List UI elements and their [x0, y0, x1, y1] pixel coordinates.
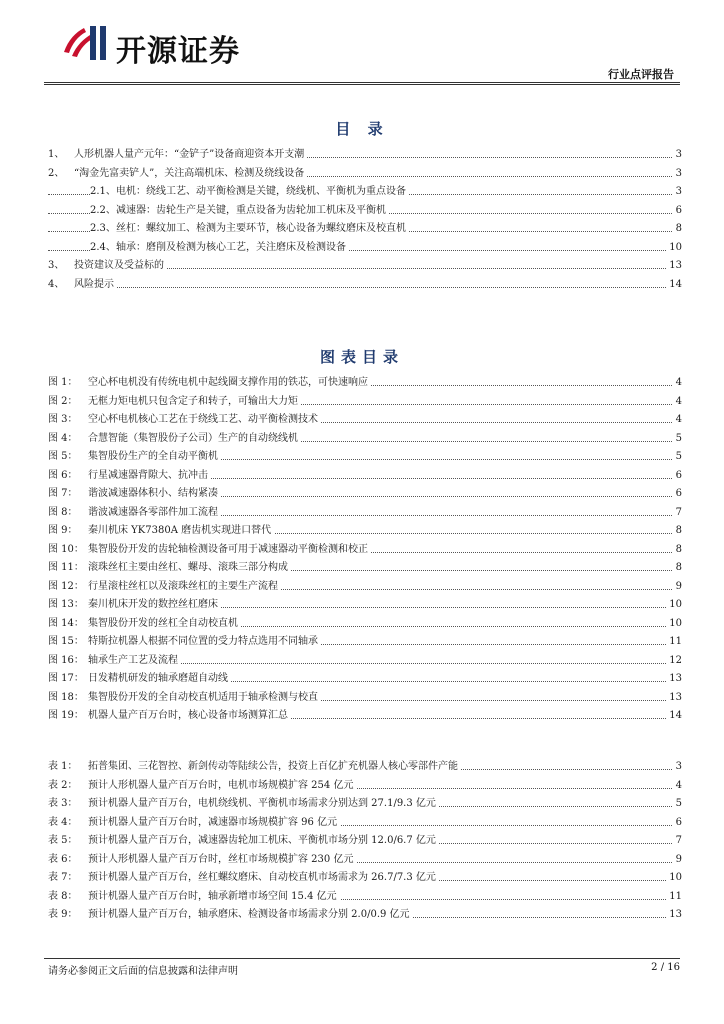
figure-entry[interactable] [48, 559, 682, 578]
entry-number: 表 5： [48, 835, 78, 846]
entry-label [48, 888, 340, 907]
entry-page: 14 [667, 276, 682, 295]
toc-list [48, 146, 682, 294]
entry-title: 预计机器人量产百万台，减速器齿轮加工机床、平衡机市场分别 12.0/6.7 亿元 [88, 835, 436, 846]
entry-number: 图 19： [48, 710, 84, 721]
entry-title: 行星减速器背隙大、抗冲击 [88, 469, 208, 481]
entry-page: 9 [674, 578, 682, 597]
entry-title: 投资建议及受益标的 [74, 260, 164, 271]
figure-entry[interactable] [48, 504, 682, 523]
figure-entry[interactable] [48, 448, 682, 467]
table-entry[interactable] [48, 758, 682, 777]
entry-page: 11 [667, 633, 682, 652]
entry-label [48, 430, 301, 449]
entry-title: 行星滚柱丝杠以及滚珠丝杠的主要生产流程 [88, 580, 278, 592]
entry-label [90, 183, 409, 202]
entry-number: 图 12： [48, 580, 84, 592]
entry-number: 表 9： [48, 909, 78, 920]
entry-title: 空心杯电机没有传统电机中起线圈支撑作用的铁芯，可快速响应 [88, 377, 368, 388]
entry-number: 图 2： [48, 395, 78, 407]
entry-page: 5 [674, 795, 682, 814]
toc-title: 目 录 [335, 120, 389, 138]
entry-label [90, 202, 389, 221]
entry-label [48, 559, 291, 578]
entry-label [48, 795, 439, 814]
entry-number: 表 1： [48, 761, 78, 772]
entry-label [90, 239, 349, 258]
entry-title: 丝杠：螺纹加工、检测为主要环节，核心设备为螺纹磨床及校直机 [116, 223, 406, 234]
figure-entry[interactable] [48, 633, 682, 652]
entry-title: 电机：绕线工艺、动平衡检测是关键，绕线机、平衡机为重点设备 [116, 186, 406, 197]
entry-title: 风险提示 [74, 278, 114, 290]
entry-label [48, 689, 321, 708]
entry-label [48, 165, 307, 184]
entry-page: 5 [674, 430, 682, 449]
entry-page: 8 [674, 541, 682, 560]
entry-number: 图 14： [48, 617, 84, 629]
figure-entry[interactable] [48, 652, 682, 671]
toc-entry[interactable] [48, 165, 682, 184]
entry-title: 预计机器人量产百万台，电机绕线机、平衡机市场需求分别达到 27.1/9.3 亿元 [88, 798, 436, 809]
entry-number: 图 11： [48, 562, 84, 573]
entry-label [48, 869, 439, 888]
entry-page: 6 [674, 485, 682, 504]
entry-title: 预计机器人量产百万台，轴承磨床、检测设备市场需求分别 2.0/0.9 亿元 [88, 909, 410, 920]
header-divider-secondary [44, 84, 680, 85]
entry-label [48, 448, 221, 467]
table-entry[interactable] [48, 888, 682, 907]
entry-label [48, 485, 221, 504]
entry-page: 12 [667, 652, 682, 671]
entry-label [48, 374, 371, 393]
entry-label [48, 832, 439, 851]
figures-list [48, 374, 682, 726]
entry-number: 图 6： [48, 469, 78, 481]
figure-entry[interactable] [48, 707, 682, 726]
entry-label [48, 633, 321, 652]
entry-title: 谐波减速器体积小、结构紧凑 [88, 488, 218, 499]
entry-label [90, 220, 409, 239]
entry-number: 表 6： [48, 853, 78, 865]
entry-page: 13 [667, 257, 682, 276]
entry-page: 6 [674, 202, 682, 221]
entry-label [48, 851, 356, 870]
entry-number: 图 9： [48, 525, 78, 536]
entry-label [48, 578, 281, 597]
figures-title: 图表目录 [319, 348, 404, 366]
entry-page: 3 [674, 183, 682, 202]
entry-number: 图 15： [48, 636, 84, 647]
figure-entry[interactable] [48, 393, 682, 412]
entry-title: 预计人形机器人量产百万台时，丝杠市场规模扩容 230 亿元 [88, 853, 354, 865]
entry-number: 图 18： [48, 691, 84, 703]
table-entry[interactable] [48, 851, 682, 870]
entry-page: 6 [674, 814, 682, 833]
entry-label [48, 146, 307, 165]
entry-number: 2、 [48, 167, 65, 179]
entry-page: 14 [667, 707, 682, 726]
entry-number: 图 16： [48, 654, 84, 666]
figure-entry[interactable] [48, 578, 682, 597]
entry-page: 7 [674, 832, 682, 851]
figure-entry[interactable] [48, 541, 682, 560]
entry-page: 4 [674, 411, 682, 430]
entry-title: 预计机器人量产百万台，丝杠螺纹磨床、自动校直机市场需求为 26.7/7.3 亿元 [88, 872, 436, 883]
entry-page: 8 [674, 220, 682, 239]
entry-page: 3 [674, 758, 682, 777]
entry-number: 图 4： [48, 432, 78, 444]
entry-number: 图 8： [48, 506, 78, 518]
entry-number: 2.3、 [90, 223, 116, 234]
entry-number: 图 3： [48, 414, 78, 425]
entry-number: 表 7： [48, 872, 78, 883]
entry-number: 2.1、 [90, 186, 116, 197]
entry-label [48, 393, 301, 412]
entry-title: 人形机器人量产元年：“金铲子”设备商迎资本开支潮 [74, 149, 305, 160]
entry-page: 9 [674, 851, 682, 870]
entry-title: 轴承：磨削及检测为核心工艺，关注磨床及检测设备 [116, 241, 346, 253]
entry-title: 预计人形机器人量产百万台时，电机市场规模扩容 254 亿元 [88, 779, 354, 791]
entry-title: 集智股份开发的丝杠全自动校直机 [88, 617, 238, 629]
figure-entry[interactable] [48, 522, 682, 541]
entry-page: 10 [667, 869, 682, 888]
entry-title: 滚珠丝杠主要由丝杠、螺母、滚珠三部分构成 [88, 562, 288, 573]
entry-title: 集智股份开发的全自动校直机适用于轴承检测与校直 [88, 691, 318, 703]
report-type-label: 行业点评报告 [608, 68, 674, 81]
figure-entry[interactable] [48, 596, 682, 615]
entry-label [48, 906, 413, 925]
entry-number: 2.2、 [90, 204, 116, 216]
table-entry[interactable] [48, 832, 682, 851]
entry-title: 机器人量产百万台时，核心设备市场测算汇总 [88, 710, 288, 721]
dot-leader [48, 287, 672, 288]
entry-title: 预计机器人量产百万台时，轴承新增市场空间 15.4 亿元 [88, 890, 337, 902]
table-entry[interactable] [48, 777, 682, 796]
entry-label [48, 652, 181, 671]
entry-number: 图 1： [48, 377, 78, 388]
entry-number: 表 4： [48, 816, 78, 828]
entry-page: 13 [667, 906, 682, 925]
table-entry[interactable] [48, 795, 682, 814]
page-header [0, 0, 724, 90]
entry-page: 6 [674, 467, 682, 486]
entry-title: 集智股份生产的全自动平衡机 [88, 451, 218, 462]
figure-entry[interactable] [48, 615, 682, 634]
footer-divider [44, 958, 680, 959]
entry-label [48, 276, 117, 295]
entry-title: 集智股份开发的齿轮轴检测设备可用于减速器动平衡检测和校正 [88, 543, 368, 555]
toc-entry[interactable] [48, 183, 682, 202]
toc-entry[interactable] [48, 220, 682, 239]
toc-entry[interactable] [48, 257, 682, 276]
entry-label [48, 670, 231, 689]
entry-label [48, 411, 321, 430]
tables-list [48, 758, 682, 925]
figure-entry[interactable] [48, 689, 682, 708]
figure-entry[interactable] [48, 485, 682, 504]
entry-title: 日发精机研发的轴承磨超自动线 [88, 673, 228, 684]
entry-page: 7 [674, 504, 682, 523]
entry-label [48, 257, 167, 276]
footer-disclaimer: 请务必参阅正文后面的信息披露和法律声明 [48, 966, 238, 977]
entry-page: 11 [667, 888, 682, 907]
figure-entry[interactable] [48, 411, 682, 430]
brand-mark-icon [58, 22, 112, 64]
entry-page: 10 [667, 596, 682, 615]
entry-number: 表 2： [48, 779, 78, 791]
table-entry[interactable] [48, 814, 682, 833]
entry-label [48, 504, 221, 523]
entry-title: 特斯拉机器人根据不同位置的受力特点选用不同轴承 [88, 636, 318, 647]
company-logo [58, 22, 288, 69]
toc-entry[interactable] [48, 276, 682, 295]
table-entry[interactable] [48, 906, 682, 925]
entry-label [48, 758, 461, 777]
entry-number: 3、 [48, 260, 65, 271]
page-number: 2 / 16 [651, 962, 680, 973]
entry-page: 4 [674, 374, 682, 393]
entry-page: 13 [667, 670, 682, 689]
table-entry[interactable] [48, 869, 682, 888]
entry-page: 3 [674, 146, 682, 165]
entry-number: 图 10： [48, 543, 84, 555]
header-divider [44, 82, 680, 83]
entry-label [48, 615, 241, 634]
entry-page: 4 [674, 777, 682, 796]
entry-page: 10 [667, 239, 682, 258]
entry-number: 图 13： [48, 599, 84, 610]
entry-page: 3 [674, 165, 682, 184]
entry-label [48, 467, 211, 486]
figure-entry[interactable] [48, 430, 682, 449]
entry-number: 1、 [48, 149, 65, 160]
entry-number: 表 3： [48, 798, 78, 809]
entry-page: 8 [674, 522, 682, 541]
toc-entry[interactable] [48, 239, 682, 258]
entry-title: 减速器：齿轮生产是关键，重点设备为齿轮加工机床及平衡机 [116, 204, 386, 216]
entry-label [48, 707, 291, 726]
entry-title: 预计机器人量产百万台时，减速器市场规模扩容 96 亿元 [88, 816, 338, 828]
entry-page: 10 [667, 615, 682, 634]
toc-entry[interactable] [48, 146, 682, 165]
figure-entry[interactable] [48, 467, 682, 486]
entry-title: 无框力矩电机只包含定子和转子，可输出大力矩 [88, 395, 298, 407]
entry-title: 秦川机床开发的数控丝杠磨床 [88, 599, 218, 610]
toc-entry[interactable] [48, 202, 682, 221]
entry-title: 秦川机床 YK7380A 磨齿机实现进口替代 [88, 525, 272, 536]
entry-label [48, 596, 221, 615]
brand-name: 开源证券 [116, 34, 240, 69]
entry-label [48, 814, 340, 833]
figure-entry[interactable] [48, 670, 682, 689]
entry-page: 8 [674, 559, 682, 578]
entry-number: 2.4、 [90, 241, 116, 253]
entry-label [48, 777, 356, 796]
entry-title: 轴承生产工艺及流程 [88, 654, 178, 666]
figure-entry[interactable] [48, 374, 682, 393]
entry-label [48, 522, 274, 541]
entry-title: “淘金先富卖铲人”，关注高端机床、检测及绕线设备 [74, 167, 305, 179]
entry-number: 4、 [48, 278, 65, 290]
entry-number: 表 8： [48, 890, 78, 902]
entry-page: 5 [674, 448, 682, 467]
entry-number: 图 7： [48, 488, 78, 499]
entry-title: 谐波减速器各零部件加工流程 [88, 506, 218, 518]
entry-title: 合慧智能（集智股份子公司）生产的自动绕线机 [88, 432, 298, 444]
entry-label [48, 541, 371, 560]
entry-number: 图 17： [48, 673, 84, 684]
entry-title: 空心杯电机核心工艺在于绕线工艺、动平衡检测技术 [88, 414, 318, 425]
entry-number: 图 5： [48, 451, 78, 462]
entry-title: 拓普集团、三花智控、新剑传动等陆续公告，投资上百亿扩充机器人核心零部件产能 [88, 761, 458, 772]
entry-page: 4 [674, 393, 682, 412]
entry-page: 13 [667, 689, 682, 708]
